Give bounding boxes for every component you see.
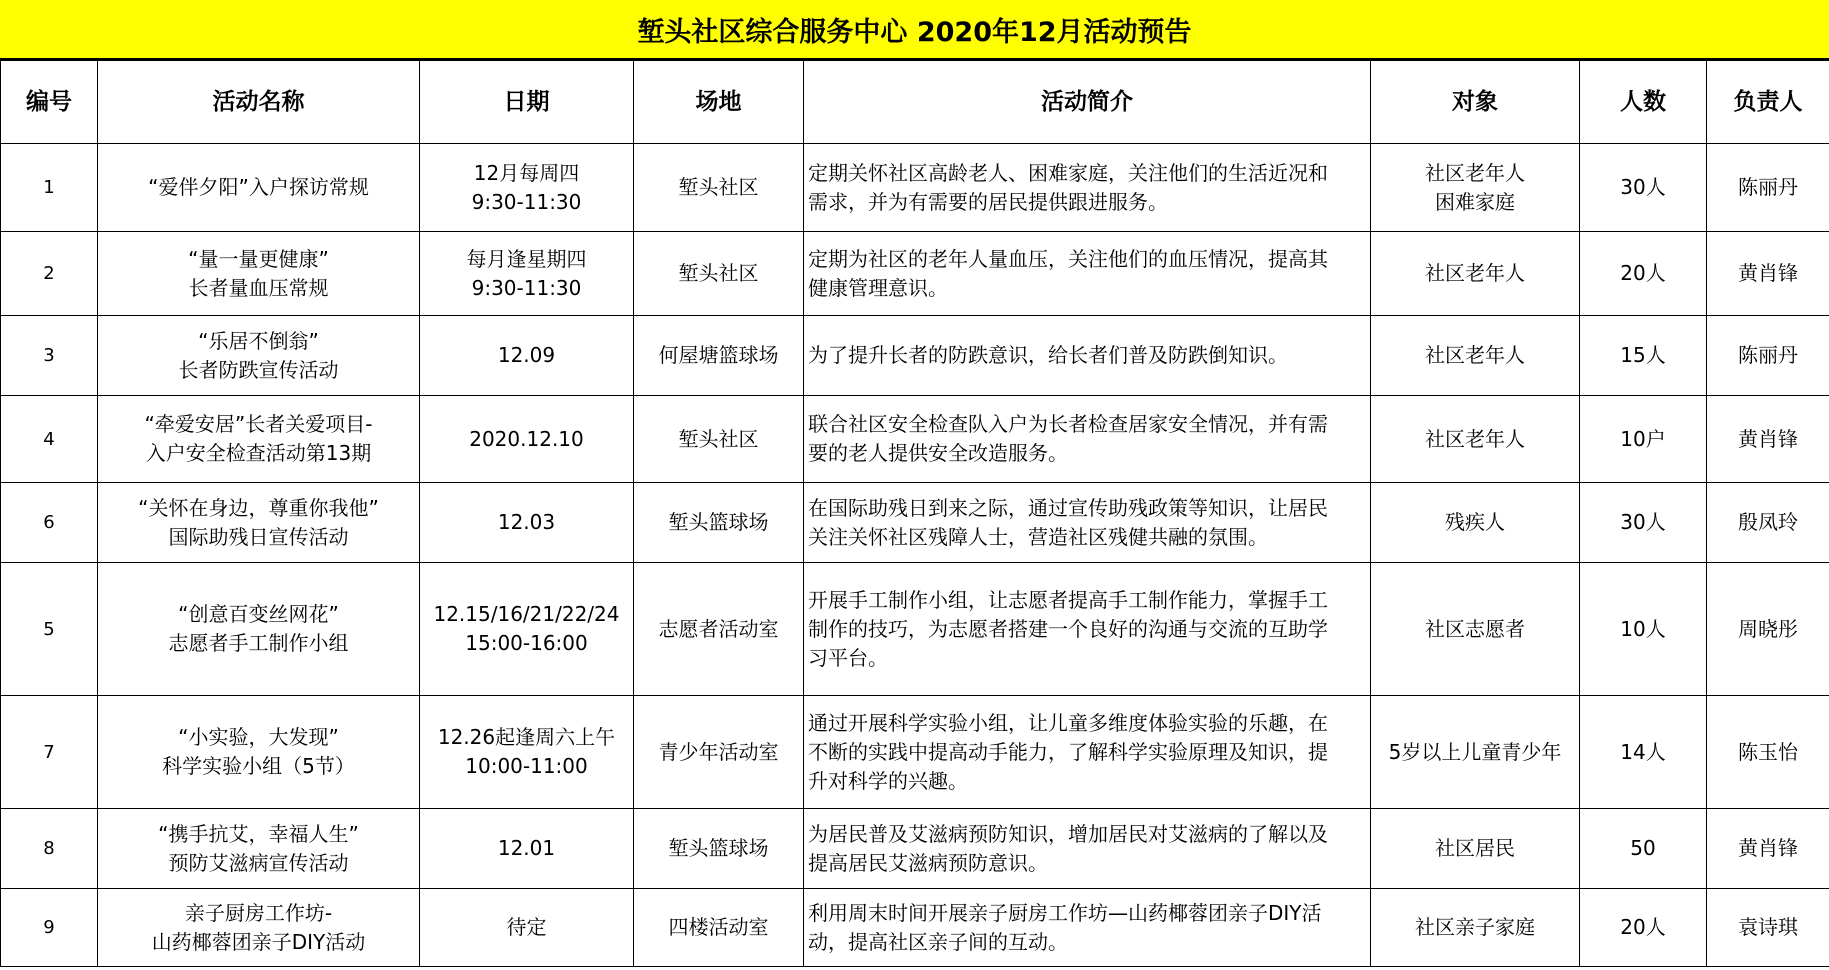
cell-no: 8 — [1, 809, 98, 889]
header-no: 编号 — [1, 61, 98, 144]
cell-name-line: 长者防跌宣传活动 — [178, 357, 339, 382]
cell-venue: 堑头篮球场 — [634, 483, 804, 563]
cell-count: 10人 — [1580, 563, 1707, 696]
table-row — [1, 396, 1829, 483]
cell-name — [98, 889, 420, 967]
cell-no: 9 — [1, 889, 98, 967]
cell-no: 7 — [1, 696, 98, 809]
cell-date — [420, 316, 634, 396]
table-row — [1, 696, 1829, 809]
cell-venue: 青少年活动室 — [634, 696, 804, 809]
cell-date — [420, 483, 634, 563]
cell-name-line: 亲子厨房工作坊- — [184, 900, 333, 925]
header-count: 人数 — [1580, 61, 1707, 144]
cell-name — [98, 396, 420, 483]
cell-name-line: “创意百变丝网花” — [178, 602, 339, 626]
header-owner: 负责人 — [1707, 61, 1829, 144]
cell-name-line: “乐居不倒翁” — [198, 328, 319, 353]
cell-count: 14人 — [1580, 696, 1707, 809]
cell-name-line: 科学实验小组（5节） — [162, 754, 355, 778]
cell-target-line: 社区居民 — [1435, 836, 1515, 860]
cell-name — [98, 144, 420, 232]
cell-count: 20人 — [1580, 889, 1707, 967]
cell-intro-line: 不断的实践中提高动手能力，了解科学实验原理及知识，提 — [808, 739, 1328, 764]
cell-owner: 周晓彤 — [1707, 563, 1829, 696]
cell-date — [420, 889, 634, 967]
cell-date-line: 15:00-16:00 — [465, 631, 588, 655]
cell-intro — [804, 696, 1371, 809]
cell-owner: 黄肖锋 — [1707, 809, 1829, 889]
cell-target-line: 社区老年人 — [1425, 426, 1525, 451]
cell-intro — [804, 563, 1371, 696]
cell-no: 3 — [1, 316, 98, 396]
cell-name-line: 国际助残日宣传活动 — [168, 524, 349, 549]
cell-intro — [804, 396, 1371, 483]
cell-name-line: 入户安全检查活动第13期 — [145, 441, 372, 465]
cell-target — [1371, 232, 1580, 316]
cell-intro-line: 定期为社区的老年人量血压，关注他们的血压情况，提高其 — [808, 246, 1328, 271]
cell-target-line: 残疾人 — [1445, 510, 1505, 534]
cell-intro — [804, 232, 1371, 316]
sheet-title: 堑头社区综合服务中心 2020年12月活动预告 — [0, 0, 1829, 60]
cell-date — [420, 232, 634, 316]
cell-intro — [804, 483, 1371, 563]
cell-name-line: 预防艾滋病宣传活动 — [168, 850, 349, 875]
cell-owner: 陈玉怡 — [1707, 696, 1829, 809]
cell-date — [420, 809, 634, 889]
cell-target — [1371, 396, 1580, 483]
cell-count: 20人 — [1580, 232, 1707, 316]
cell-venue: 堑头社区 — [634, 144, 804, 232]
cell-intro-line: 为居民普及艾滋病预防知识，增加居民对艾滋病的了解以及 — [808, 821, 1328, 846]
cell-date-line: 12.09 — [497, 343, 556, 367]
cell-target-line: 社区老年人 — [1425, 261, 1525, 285]
cell-name-line: 山药椰蓉团亲子DIY活动 — [151, 929, 366, 954]
cell-name-line: “小实验，大发现” — [178, 725, 339, 749]
cell-count: 15人 — [1580, 316, 1707, 396]
cell-date — [420, 144, 634, 232]
header-name: 活动名称 — [98, 61, 420, 144]
cell-intro — [804, 889, 1371, 967]
cell-name-line: 志愿者手工制作小组 — [168, 631, 349, 655]
cell-no: 2 — [1, 232, 98, 316]
cell-venue: 堑头篮球场 — [634, 809, 804, 889]
header-intro: 活动简介 — [804, 61, 1371, 144]
cell-date — [420, 563, 634, 696]
cell-venue: 堑头社区 — [634, 396, 804, 483]
cell-count: 50 — [1580, 809, 1707, 889]
cell-owner: 陈丽丹 — [1707, 316, 1829, 396]
cell-name — [98, 809, 420, 889]
table-row — [1, 889, 1829, 967]
cell-venue: 四楼活动室 — [634, 889, 804, 967]
cell-owner: 袁诗琪 — [1707, 889, 1829, 967]
cell-intro-line: 联合社区安全检查队入户为长者检查居家安全情况，并有需 — [808, 412, 1328, 436]
cell-date-line: 12.01 — [497, 836, 556, 860]
table-row — [1, 232, 1829, 316]
cell-name-line: 长者量血压常规 — [188, 275, 329, 300]
cell-target-line: 困难家庭 — [1435, 189, 1515, 214]
cell-name-line: “量一量更健康” — [188, 246, 329, 271]
cell-date-line: 2020.12.10 — [469, 426, 584, 451]
cell-name — [98, 483, 420, 563]
cell-intro-line: 关注关怀社区残障人士，营造社区残健共融的氛围。 — [808, 524, 1268, 549]
cell-count: 30人 — [1580, 144, 1707, 232]
cell-no: 6 — [1, 483, 98, 563]
cell-venue: 何屋塘篮球场 — [634, 316, 804, 396]
cell-venue: 志愿者活动室 — [634, 563, 804, 696]
cell-date-line: 12.26起逢周六上午 — [437, 725, 616, 749]
cell-date — [420, 396, 634, 483]
cell-name-line: “牵爱安居”长者关爱项目- — [144, 412, 373, 436]
table-body — [1, 144, 1829, 967]
header-venue: 场地 — [634, 61, 804, 144]
cell-intro-line: 升对科学的兴趣。 — [808, 768, 968, 793]
cell-owner: 黄肖锋 — [1707, 232, 1829, 316]
cell-owner: 殷凤玲 — [1707, 483, 1829, 563]
cell-no: 1 — [1, 144, 98, 232]
cell-intro-line: 开展手工制作小组，让志愿者提高手工制作能力，掌握手工 — [808, 587, 1328, 612]
cell-name-line: “爱伴夕阳”入户探访常规 — [148, 175, 369, 199]
table-row — [1, 483, 1829, 563]
cell-target — [1371, 696, 1580, 809]
cell-intro-line: 制作的技巧，为志愿者搭建一个良好的沟通与交流的互助学 — [808, 616, 1328, 641]
cell-date-line: 12.03 — [497, 510, 556, 534]
table-row — [1, 809, 1829, 889]
cell-name — [98, 316, 420, 396]
cell-name-line: “关怀在身边，尊重你我他” — [138, 495, 379, 520]
cell-date-line: 10:00-11:00 — [465, 754, 588, 778]
header-target: 对象 — [1371, 61, 1580, 144]
cell-intro-line: 在国际助残日到来之际，通过宣传助残政策等知识，让居民 — [808, 495, 1328, 520]
cell-no: 4 — [1, 396, 98, 483]
cell-intro — [804, 809, 1371, 889]
cell-intro-line: 需求，并为有需要的居民提供跟进服务。 — [808, 189, 1168, 214]
cell-intro-line: 动，提高社区亲子间的互动。 — [808, 929, 1068, 954]
cell-name-line: “携手抗艾，幸福人生” — [158, 821, 359, 846]
table-row — [1, 144, 1829, 232]
cell-intro-line: 习平台。 — [808, 645, 888, 670]
cell-name — [98, 696, 420, 809]
cell-name — [98, 563, 420, 696]
cell-no: 5 — [1, 563, 98, 696]
cell-target-line: 社区志愿者 — [1425, 616, 1525, 641]
cell-count: 10户 — [1580, 396, 1707, 483]
cell-target — [1371, 483, 1580, 563]
table-row — [1, 316, 1829, 396]
cell-intro-line: 定期关怀社区高龄老人、困难家庭，关注他们的生活近况和 — [808, 160, 1328, 185]
cell-date — [420, 696, 634, 809]
cell-date-line: 12月每周四 — [473, 160, 580, 185]
cell-intro-line: 健康管理意识。 — [808, 275, 948, 300]
cell-intro-line: 要的老人提供安全改造服务。 — [808, 441, 1068, 465]
cell-intro-line: 提高居民艾滋病预防意识。 — [808, 850, 1048, 875]
cell-count: 30人 — [1580, 483, 1707, 563]
cell-target-line: 5岁以上儿童青少年 — [1388, 739, 1562, 764]
cell-target — [1371, 316, 1580, 396]
cell-intro — [804, 316, 1371, 396]
cell-owner: 黄肖锋 — [1707, 396, 1829, 483]
cell-date-line: 每月逢星期四 — [466, 246, 587, 271]
cell-intro-line: 利用周末时间开展亲子厨房工作坊—山药椰蓉团亲子DIY活 — [808, 900, 1322, 925]
cell-target-line: 社区老年人 — [1425, 343, 1525, 367]
table-row — [1, 563, 1829, 696]
cell-date-line: 9:30-11:30 — [471, 189, 582, 214]
cell-target — [1371, 144, 1580, 232]
header-date: 日期 — [420, 61, 634, 144]
cell-name — [98, 232, 420, 316]
cell-intro-line: 为了提升长者的防跌意识，给长者们普及防跌倒知识。 — [808, 343, 1288, 367]
cell-target — [1371, 889, 1580, 967]
cell-date-line: 待定 — [506, 915, 547, 939]
activity-table — [0, 60, 1829, 967]
cell-owner: 陈丽丹 — [1707, 144, 1829, 232]
cell-venue: 堑头社区 — [634, 232, 804, 316]
cell-target — [1371, 563, 1580, 696]
cell-target-line: 社区亲子家庭 — [1415, 915, 1535, 939]
cell-intro — [804, 144, 1371, 232]
cell-target-line: 社区老年人 — [1425, 160, 1525, 185]
cell-date-line: 9:30-11:30 — [471, 275, 582, 300]
cell-intro-line: 通过开展科学实验小组，让儿童多维度体验实验的乐趣，在 — [808, 710, 1328, 735]
header-row — [1, 61, 1829, 144]
cell-target — [1371, 809, 1580, 889]
cell-date-line: 12.15/16/21/22/24 — [433, 602, 620, 626]
